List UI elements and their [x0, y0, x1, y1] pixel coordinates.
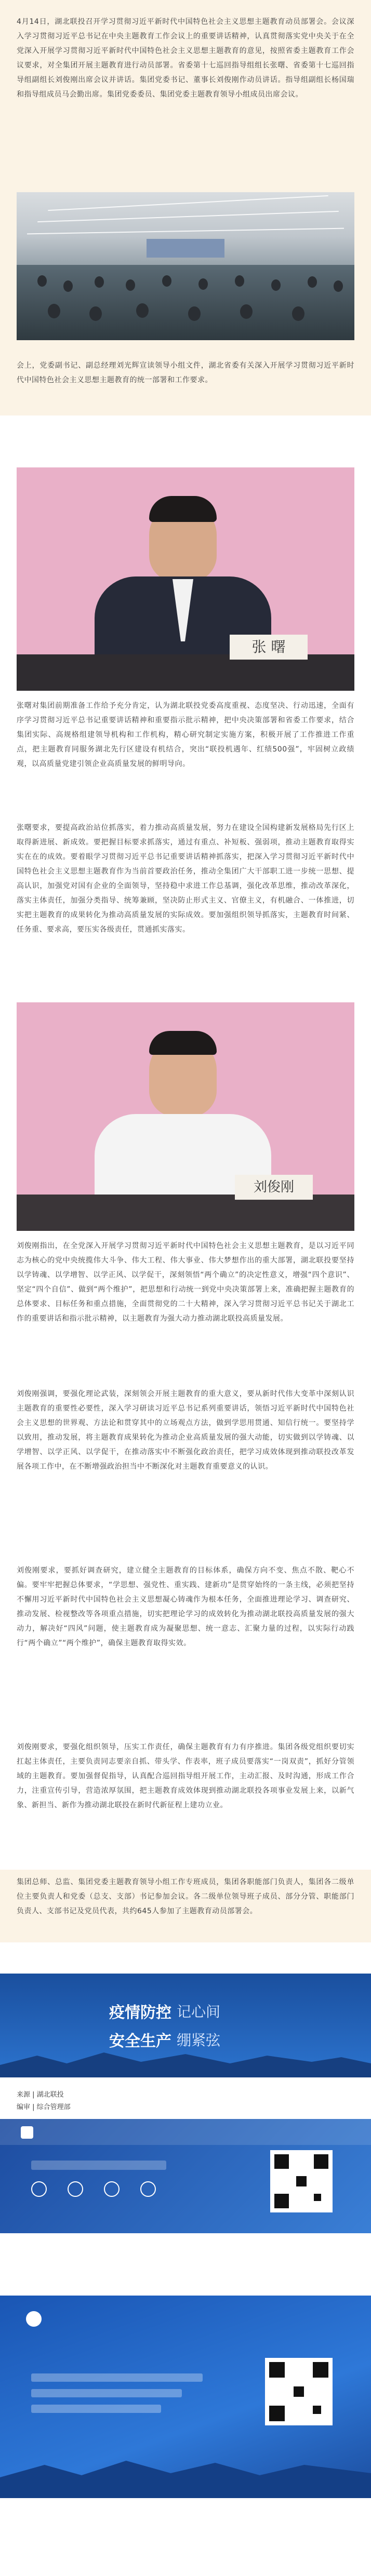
skyline-shape — [0, 2046, 371, 2077]
audience-head — [188, 306, 201, 321]
hubei-promo-banner — [0, 2296, 371, 2498]
zhang-remarks: 张曙对集团前期准备工作给予充分肯定，认为湖北联投党委高度重视、态度坚决、行动迅速，全面有序学习贯彻习近平总书记重要讲话精神和重要指示批示精神，把中央决策部署和省委工作要求，结合集团实际、高规格组建领导机构和工作机构，精心研究制定实施方案，积极开展了工作推进工作重点，把主题教育同服务湖北先行区建设有机结合，突出“联投机遇年、红绩500强”，牢固树立政绩观，以高质量党建引领企业高质量发展的鲜明导向。 — [17, 702, 354, 768]
audience-head — [63, 280, 73, 292]
intro-paragraph: 4月14日，湖北联投召开学习贯彻习近平新时代中国特色社会主义思想主题教育动员部署会。会议深入学习贯彻习近平总书记在中央主题教育工作会议上的重要讲话精神，认真贯彻落实党中央关于在全党深入开展学习贯彻习近平新时代中国特色社会主义思想主题教育的意见，按照省委主题教育工作会议要求，对全集团开展主题教育进行动员部署。省委第十七巡回指导组组长张曙、省委第十七巡回指导组副组长刘俊刚出席会议并讲话。集团党委书记、董事长刘俊刚作动员讲话。指导组副组长杨国瑞和指导组成员马会勤出席。集团党委委员、集团党委主题教育领导小组成员出席会议。 — [17, 18, 354, 99]
source-credit: 来源 | 湖北联投 — [17, 2091, 64, 2099]
stage-screen — [147, 239, 224, 258]
safety-line2-soft: 绷紧弦 — [177, 2032, 221, 2049]
audience-head — [136, 303, 149, 318]
speaker-hair — [149, 496, 217, 522]
safety-line1-strong: 疫情防控 — [109, 2004, 171, 2022]
ceiling-light — [48, 195, 328, 211]
audience-head — [198, 278, 208, 290]
attendees-section — [0, 1870, 371, 1942]
hubei-logo-icon — [26, 2311, 42, 2327]
speaker-hair — [149, 1031, 217, 1055]
meeting-caption: 会上，党委副书记、副总经理刘光辉宣读领导小组文件，湖北省委有关深入开展学习贯彻习近平新时代中国特色社会主义思想主题教育的统一部署和工作要求。 — [17, 361, 354, 384]
promo-text-strip — [31, 2405, 161, 2413]
qr-code-icon — [265, 2358, 333, 2425]
meeting-photo — [17, 192, 354, 340]
speaker-zhang-photo — [17, 467, 354, 691]
zhang-requirements: 张曙要求，要提高政治站位抓落实，着力推动高质量发展，努力在建设全国构建新发展格局先行区上取得新进展、新成效。要把握目标要求抓落实，通过有重点、补短板、强弱项，推动主题教育取得实实在在的成效。要着眼学习贯彻习近平总书记重要讲话精神抓落实，把深入学习贯彻习近平新时代中国特色社会主义思想主题教育作为当前首要政治任务，推动全集团广大干部职工进一步统一思想、提高认识，加强党对国有企业的全面领导，坚持稳中求进工作总基调，强化改革思维，推动改革深化，落实主体责任，加强分类指导、统筹兼顾，坚决防止形式主义、官僚主义，有机融合、一体推进，切实把主题教育的成果转化为推动高质量发展的实际成效。要加强组织领导抓落实，主题教育时间紧、任务重、要求高，要压实各级责任，贯通抓实落实。 — [17, 824, 354, 934]
skyline-shape — [0, 2457, 371, 2498]
audience-head — [162, 275, 171, 287]
feature-icon — [31, 2181, 47, 2197]
subsidiary-promo-banner — [0, 2119, 371, 2233]
company-logo-icon — [21, 2126, 33, 2139]
feature-icon — [104, 2181, 120, 2197]
qr-code-icon — [270, 2150, 333, 2212]
liu-remarks: 刘俊刚指出，在全党深入开展学习贯彻习近平新时代中国特色社会主义思想主题教育，是以习近平同志为核心的党中央统揽伟大斗争、伟大工程、伟大事业、伟大梦想作出的重大部署，湖北联投要坚持以学铸魂、以学增智、以学正风、以学促干，深刻领悟“两个确立”的决定性意义，增强“四个意识”、坚定“四个自信”、做到“两个维护”，把思想和行动统一到党中央决策部署上来，准确把握主题教育的总体要求、目标任务和重点措施，全面贯彻党的二十大精神，深入学习贯彻习近平总书记关于湖北工作的重要讲话和指示批示精神，以主题教育为强大动力推动湖北联投高质量发展。 — [17, 1242, 354, 1323]
attendees-paragraph: 集团总师、总监、集团党委主题教育领导小组工作专班成员，集团各职能部门负责人，集团各二级单位主要负责人和党委（总支、支部）书记参加会议。各二级单位领导班子成员、部分分管、职能部门负责人、支部书记及党员代表，共约645人参加了主题教育动员部署会。 — [17, 1878, 354, 1915]
liu-emphasis: 刘俊刚强调，要强化理论武装，深刻领会开展主题教育的重大意义，要从新时代伟大变革中深刻认识主题教育的重要性必要性，深入学习研读习近平总书记系列重要讲话，领悟习近平新时代中国特色社会主义思想的世界观、方法论和贯穿其中的立场观点方法，做到学思用贯通、知信行统一。要坚持学以致用，推动发展，将主题教育成果转化为推动企业高质量发展的强大动能，切实做到以学铸魂、以学增智、以学正风、以学促干，在推动落实中不断强化政治责任，把学习成效体现到推动联投改革发展各项工作中，在不断增强政治担当中不断深化对主题教育重要意义的认识。 — [17, 1390, 354, 1471]
editor-credit: 编审 | 综合管理部 — [17, 2103, 71, 2111]
speaker-liu-photo — [17, 1002, 354, 1231]
liu-requirements-2: 刘俊刚要求，要强化组织领导，压实工作责任，确保主题教育有力有序推进。集团各级党组织要切实扛起主体责任，主要负责同志要亲自抓、带头学、作表率，班子成员要落实“一岗双责”，抓好分管领域的主题教育。要加强督促指导，认真配合巡回指导组开展工作，主动汇报、及时沟通，形成工作合力，注重宣传引导，营造浓厚氛围，把主题教育成效体现到推动湖北联投各项事业发展上来，以新气象、新担当、新作为推动湖北联投在新时代新征程上建功立业。 — [17, 1743, 354, 1809]
nameplate-zhang: 张 曙 — [230, 635, 308, 660]
audience-head — [334, 280, 343, 292]
speaker-desk — [17, 1195, 354, 1231]
promo-text-strip — [31, 2389, 182, 2397]
safety-banner — [0, 1974, 371, 2077]
audience-area — [17, 265, 354, 340]
intro-section — [0, 0, 371, 415]
promo-header-strip — [0, 2119, 371, 2145]
audience-head — [308, 276, 317, 288]
audience-head — [48, 304, 60, 318]
promo-slogan-strip — [31, 2161, 166, 2170]
safety-line1-soft: 记心间 — [177, 2003, 221, 2020]
audience-head — [89, 306, 102, 321]
audience-head — [126, 279, 135, 291]
feature-icon — [68, 2181, 83, 2197]
nameplate-liu: 刘俊刚 — [235, 1175, 313, 1200]
safety-line2-strong: 安全生产 — [109, 2032, 171, 2050]
audience-head — [37, 275, 47, 287]
ceiling-light — [27, 228, 344, 235]
speaker-desk — [17, 654, 354, 691]
promo-text-strip — [31, 2373, 203, 2382]
audience-head — [271, 279, 281, 291]
ceiling-light — [37, 211, 339, 222]
audience-head — [95, 276, 104, 288]
liu-requirements-1: 刘俊刚要求，要抓好调查研究，建立健全主题教育的目标体系，确保方向不变、焦点不散、靶心不偏。要牢牢把握总体要求，“学思想、强党性、重实践、建新功”是贯穿始终的一条主线，必须把坚持不懈用习近平新时代中国特色社会主义思想凝心铸魂作为根本任务，全面推进理论学习、调查研究、推动发展、检视整改等各项重点措施，切实把理论学习的成效转化为推动湖北联投高质量发展的强大动力，解决好“四风”问题，使主题教育成为凝聚思想、统一意志、汇聚力量的过程，以实际行动践行“两个确立”“两个维护”，确保主题教育取得实效。 — [17, 1566, 354, 1647]
audience-head — [235, 275, 244, 287]
audience-head — [292, 306, 304, 321]
audience-head — [240, 304, 253, 319]
feature-icon — [140, 2181, 156, 2197]
